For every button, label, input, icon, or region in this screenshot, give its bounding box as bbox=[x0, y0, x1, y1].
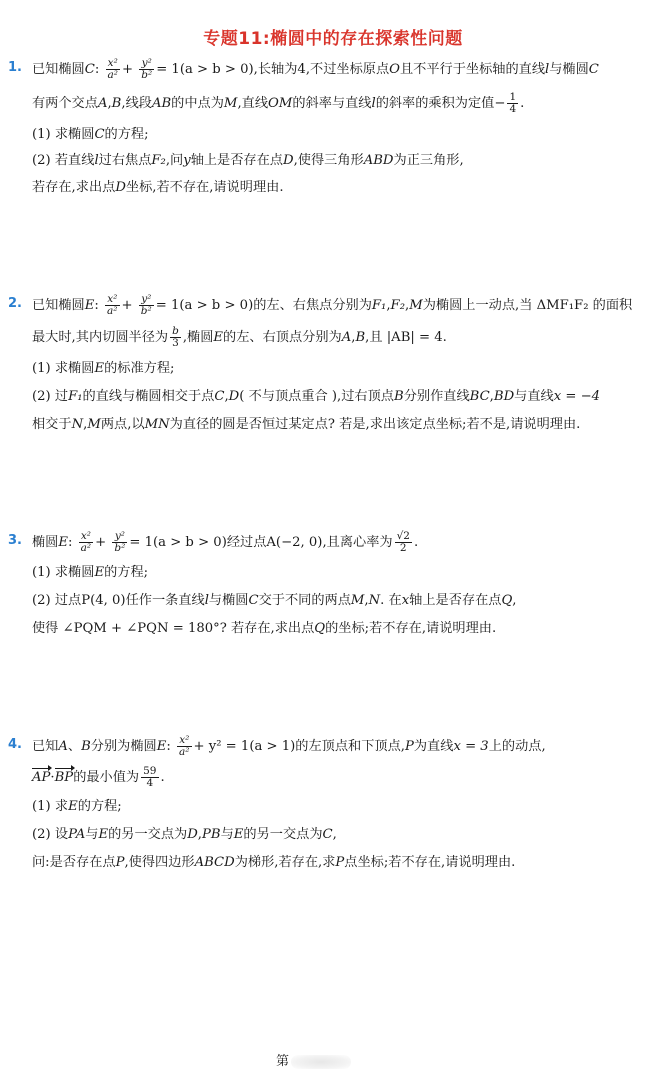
fraction: $\frac{\text{x²}}{\text{a²}}$ bbox=[80, 530, 92, 554]
fraction: $\frac{\text{x²}}{\text{a²}}$ bbox=[107, 57, 118, 81]
problem-line: 已知椭圆E: $\frac{\text{x²}}{\text{a²}}$ + $\frac{\text{y²}}{\text{b²}}$ = 1(a > b > 0)的左、右焦点分别为F₁,F₂,M为椭圆上一动点,当 ΔMF₁F₂ 的面积 bbox=[32, 293, 633, 317]
problem-subquestion: (2) 若直线l过右焦点F₂,问y轴上是否存在点D,使得三角形ABD为正三角形, bbox=[32, 153, 464, 168]
problem-line: AP·BP的最小值为 $\frac{59}{4}$ . bbox=[32, 765, 165, 789]
fraction: $\frac{\text{x²}}{\text{a²}}$ bbox=[179, 734, 190, 758]
problem-subquestion: (1) 求椭圆E的方程; bbox=[32, 565, 149, 580]
fraction: $\frac{59}{4}$ bbox=[143, 765, 157, 789]
fraction: $\frac{\text{y²}}{\text{b²}}$ bbox=[114, 530, 126, 554]
fraction: $\frac{\text{x²}}{\text{a²}}$ bbox=[107, 293, 118, 317]
problem-subquestion: (2) 过点P(4, 0)任作一条直线l与椭圆C交于不同的两点M,N. 在x轴上是否存在点Q, bbox=[32, 593, 517, 608]
fraction: $\frac{\text{y²}}{\text{b²}}$ bbox=[140, 293, 152, 317]
fraction: $\frac{1}{4}$ bbox=[509, 91, 517, 115]
problem-subquestion: (1) 求E的方程; bbox=[32, 799, 122, 814]
problem-line: 最大时,其内切圆半径为 $\frac{b}{3}$ ,椭圆E的左、右顶点分别为A,B,且 |AB| = 4. bbox=[32, 325, 447, 349]
problem-number: 3. bbox=[8, 533, 22, 548]
page-title: 专题11:椭圆中的存在探索性问题 bbox=[203, 29, 463, 49]
problem-subquestion: (1) 求椭圆C的方程; bbox=[32, 127, 149, 142]
problem-subquestion: (1) 求椭圆E的标准方程; bbox=[32, 361, 175, 376]
obscured-page-number bbox=[291, 1055, 351, 1069]
problem-line: 有两个交点A,B,线段AB的中点为M,直线OM的斜率与直线l的斜率的乘积为定值− $\frac{1}{4}$ . bbox=[32, 91, 525, 115]
problem-line: 使得 ∠PQM + ∠PQN = 180°? 若存在,求出点Q的坐标;若不存在,请说明理由. bbox=[32, 621, 497, 636]
page-footer bbox=[276, 1050, 351, 1069]
page-number-prefix: 第 bbox=[276, 1054, 290, 1069]
problem-line: 若存在,求出点D坐标,若不存在,请说明理由. bbox=[32, 180, 284, 195]
problem-line: 问:是否存在点P,使得四边形ABCD为梯形,若存在,求P点坐标;若不存在,请说明理由. bbox=[32, 855, 516, 870]
problem-line: 相交于N,M两点,以MN为直径的圆是否恒过某定点? 若是,求出该定点坐标;若不是,请说明理由. bbox=[32, 417, 581, 432]
fraction: $\frac{\text{y²}}{\text{b²}}$ bbox=[141, 57, 153, 81]
problem-line: 椭圆E: $\frac{\text{x²}}{\text{a²}}$ + $\frac{\text{y²}}{\text{b²}}$ = 1(a > b > 0)经过点A(−2, 0),且离心率为 $\frac{√2}{2}$ . bbox=[32, 530, 419, 554]
fraction: $\frac{b}{3}$ bbox=[172, 325, 179, 349]
problem-number: 2. bbox=[8, 296, 22, 311]
problem-line: 已知A、B分别为椭圆E: $\frac{\text{x²}}{\text{a²}}$ + y² = 1(a > 1)的左顶点和下顶点,P为直线x = 3上的动点, bbox=[32, 734, 546, 758]
problem-number: 1. bbox=[8, 60, 22, 75]
problem-line: 已知椭圆C: $\frac{\text{x²}}{\text{a²}}$ + $\frac{\text{y²}}{\text{b²}}$ = 1(a > b > 0),长轴为4,不过坐标原点O且不平行于坐标轴的直线l与椭圆C bbox=[32, 57, 599, 81]
problem-number: 4. bbox=[8, 737, 22, 752]
vector-bp: BP bbox=[55, 767, 74, 789]
vector-ap: AP bbox=[32, 767, 50, 789]
fraction: $\frac{√2}{2}$ bbox=[396, 530, 410, 554]
problem-subquestion: (2) 设PA与E的另一交点为D,PB与E的另一交点为C, bbox=[32, 827, 337, 842]
problem-subquestion: (2) 过F₁的直线与椭圆相交于点C,D( 不与顶点重合 ),过右顶点B分别作直线BC,BD与直线x = −4 bbox=[32, 389, 601, 404]
